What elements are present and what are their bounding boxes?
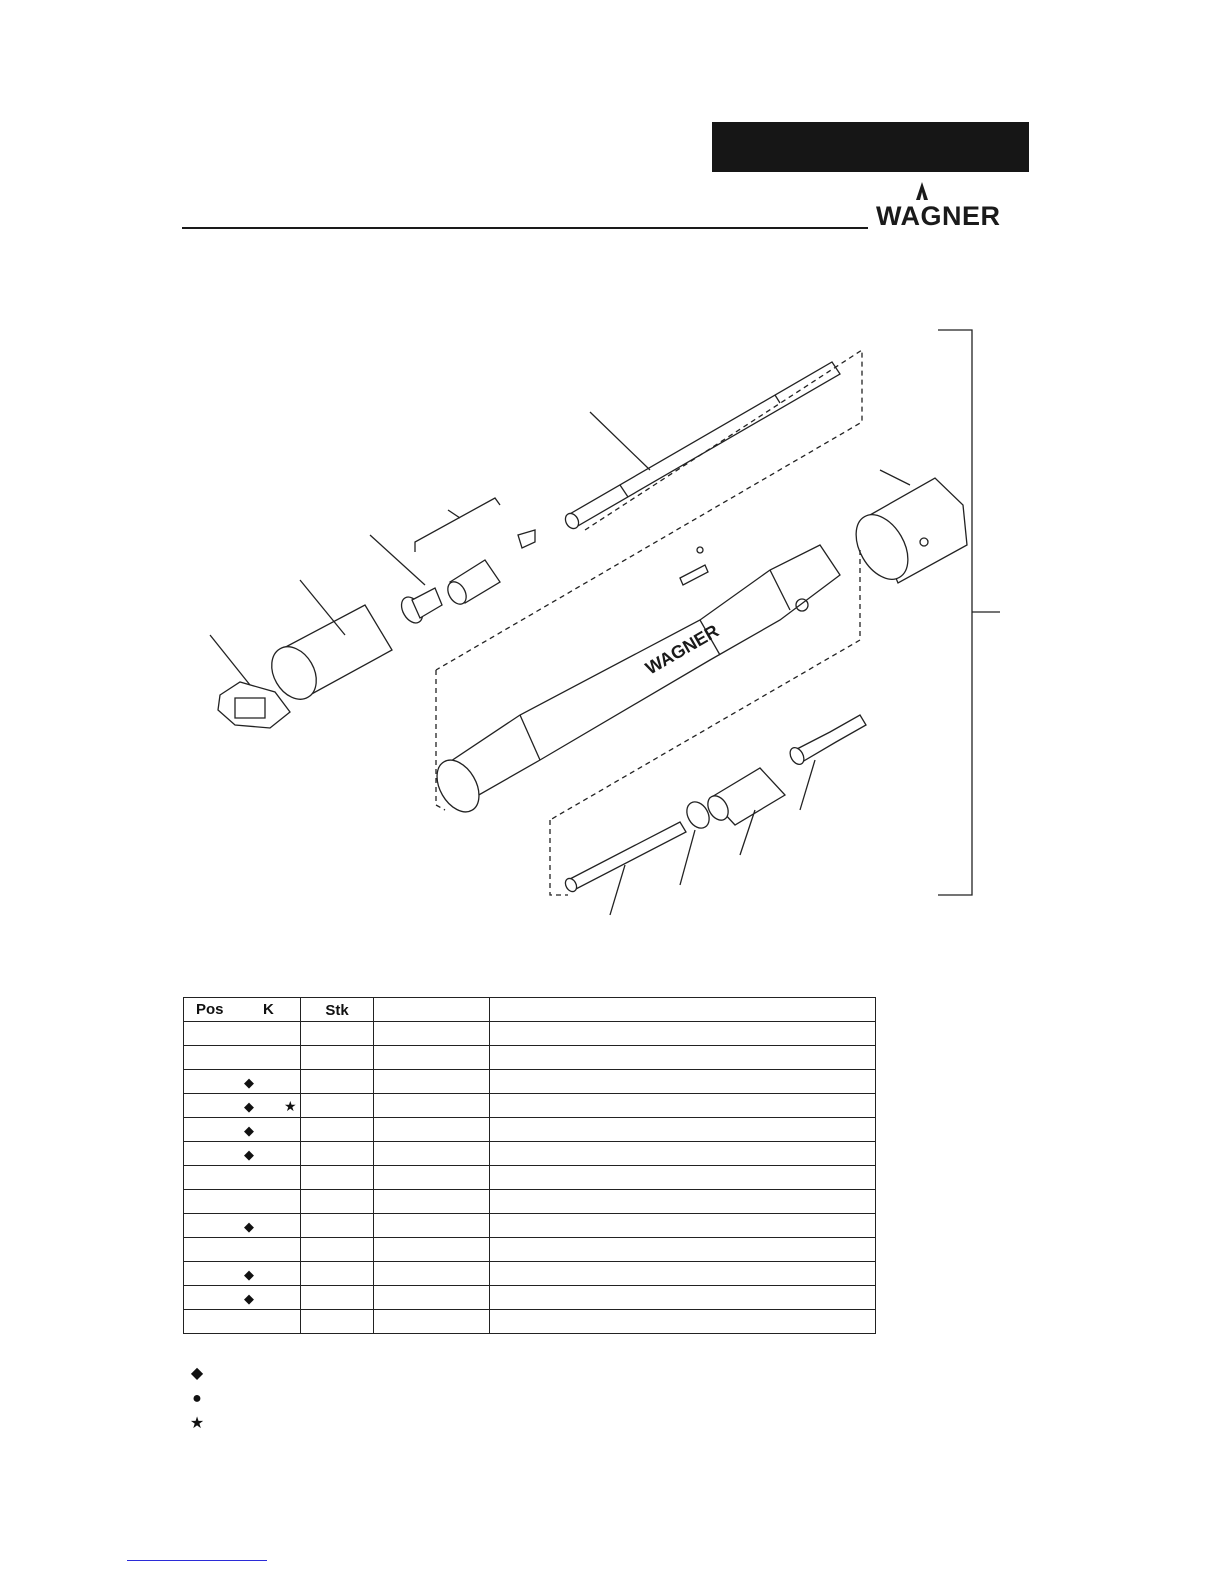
assembly-bracket — [938, 330, 972, 895]
order-no-cell — [374, 1070, 490, 1094]
pos-k-cell — [184, 1262, 301, 1286]
logo-text: WAGNER — [876, 201, 1001, 231]
leader-line — [680, 830, 695, 885]
description-cell — [490, 1166, 876, 1190]
stk-cell — [301, 1214, 374, 1238]
leader-line — [880, 470, 910, 485]
table-row — [184, 1070, 876, 1094]
svg-text:WAGNER: WAGNER — [642, 620, 723, 679]
hose-fitting — [787, 715, 866, 810]
diamond-icon: ◆ — [244, 1123, 254, 1138]
spacer-nut — [370, 535, 442, 627]
small-clip — [518, 530, 535, 548]
exploded-parts-drawing — [180, 320, 1020, 920]
stk-cell — [301, 1286, 374, 1310]
description-cell — [490, 1094, 876, 1118]
stk-cell — [301, 1118, 374, 1142]
description-cell — [490, 1262, 876, 1286]
order-no-cell — [374, 1046, 490, 1070]
stk-cell — [301, 1022, 374, 1046]
description-cell — [490, 1214, 876, 1238]
order-no-cell — [374, 1142, 490, 1166]
stk-cell — [301, 1094, 374, 1118]
order-no-cell — [374, 1310, 490, 1334]
stk-cell — [301, 1142, 374, 1166]
stk-cell — [301, 1166, 374, 1190]
order-no-cell — [374, 1094, 490, 1118]
sleeve — [845, 470, 967, 588]
table-row — [184, 1190, 876, 1214]
pos-k-cell — [184, 1238, 301, 1262]
stk-cell — [301, 1262, 374, 1286]
table-row — [184, 1286, 876, 1310]
description-cell — [490, 1118, 876, 1142]
stk-cell — [301, 1070, 374, 1094]
nozzle-cap — [263, 580, 392, 707]
short-tube — [563, 822, 686, 915]
pos-k-cell — [184, 1070, 301, 1094]
description-cell — [490, 1286, 876, 1310]
pos-k-cell — [184, 1214, 301, 1238]
order-no-cell — [374, 1262, 490, 1286]
pos-k-cell — [184, 1166, 301, 1190]
leader-line — [370, 535, 425, 585]
table-header-row — [184, 998, 876, 1022]
order-no-cell — [374, 1190, 490, 1214]
pos-k-cell — [184, 1118, 301, 1142]
header-order-no — [374, 998, 490, 1022]
table-row — [184, 1022, 876, 1046]
union-nut — [704, 768, 785, 855]
order-no-cell — [374, 1166, 490, 1190]
long-tube — [563, 362, 840, 531]
table-row — [184, 1166, 876, 1190]
diamond-icon: ◆ — [244, 1099, 254, 1114]
header-stk — [301, 998, 374, 1022]
legend-item — [188, 1366, 206, 1382]
star-icon: ★ — [284, 1098, 297, 1114]
legend-item — [188, 1416, 206, 1432]
description-cell — [490, 1142, 876, 1166]
subassembly-bracket — [415, 498, 500, 552]
order-no-cell — [374, 1238, 490, 1262]
table-row — [184, 1262, 876, 1286]
pos-k-cell — [184, 1310, 301, 1334]
header-rule — [182, 227, 868, 229]
diamond-icon: ◆ — [244, 1075, 254, 1090]
nozzle-insert — [444, 560, 500, 607]
header-stk-label: Stk — [325, 1001, 349, 1019]
legend-item — [188, 1391, 206, 1407]
order-no-cell — [374, 1214, 490, 1238]
pos-k-cell — [184, 1046, 301, 1070]
leader-line — [590, 412, 650, 470]
header-title-bar — [712, 122, 1029, 172]
order-no-cell — [374, 1022, 490, 1046]
leader-line — [210, 635, 250, 685]
diamond-icon: ◆ — [244, 1147, 254, 1162]
description-cell — [490, 1190, 876, 1214]
header-description — [490, 998, 876, 1022]
table-row — [184, 1094, 876, 1118]
table-row — [184, 1214, 876, 1238]
table-row — [184, 1046, 876, 1070]
order-no-cell — [374, 1118, 490, 1142]
description-cell — [490, 1310, 876, 1334]
stk-cell — [301, 1190, 374, 1214]
diamond-icon: ◆ — [244, 1291, 254, 1306]
header-pos: Pos — [196, 1001, 224, 1018]
table-row — [184, 1118, 876, 1142]
diamond-icon: ◆ — [190, 1365, 204, 1382]
parts-table — [183, 997, 876, 1334]
stk-cell — [301, 1046, 374, 1070]
table-row — [184, 1310, 876, 1334]
leader-line — [610, 865, 625, 915]
description-cell — [490, 1046, 876, 1070]
star-icon: ★ — [189, 1415, 205, 1432]
table-row — [184, 1238, 876, 1262]
description-cell — [490, 1238, 876, 1262]
header-pos-k — [184, 998, 301, 1022]
circle-icon: ● — [192, 1390, 202, 1407]
pos-k-cell — [184, 1142, 301, 1166]
description-cell — [490, 1022, 876, 1046]
header-k: K — [263, 1001, 274, 1018]
diamond-icon: ◆ — [244, 1267, 254, 1282]
table-row — [184, 1142, 876, 1166]
pos-k-cell — [184, 1190, 301, 1214]
leader-line — [300, 580, 345, 635]
order-no-cell — [374, 1286, 490, 1310]
footer-link-underline — [127, 1560, 267, 1561]
diamond-icon: ◆ — [244, 1219, 254, 1234]
pos-k-cell — [184, 1286, 301, 1310]
description-cell — [490, 1070, 876, 1094]
wagner-logo — [876, 180, 1030, 230]
stk-cell — [301, 1310, 374, 1334]
leader-line — [800, 760, 815, 810]
pos-k-cell — [184, 1022, 301, 1046]
stk-cell — [301, 1238, 374, 1262]
trigger-lever — [680, 565, 708, 585]
pos-k-cell — [184, 1094, 301, 1118]
